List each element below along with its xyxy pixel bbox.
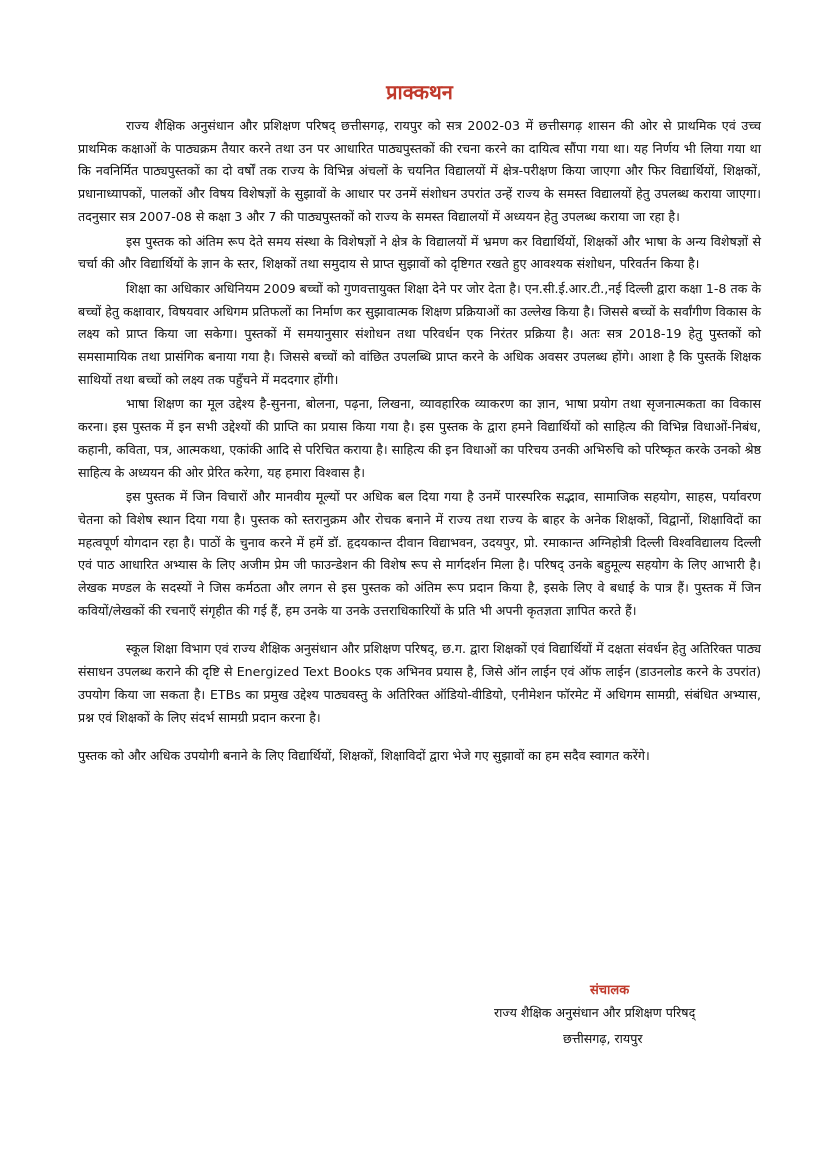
- paragraph-3: शिक्षा का अधिकार अधिनियम 2009 बच्चों को गुणवत्तायुक्त शिक्षा देने पर जोर देता है। एन.सी.ई.आर.टी.,नई दिल्ली द्वारा कक्षा 1-8 तक के बच्चों हेतु कक्षावार, विषयवार अधिगम प्रतिफलों का निर्माण कर सुझावात्मक शिक्षण प्रक्रियाओं का उल्लेख किया है। जिससे बच्चों के सर्वांगीण विकास के लक्ष्य को प्राप्त किया जा सकेगा। पुस्तकों में समयानुसार संशोधन तथा परिवर्धन एक निरंतर प्रक्रिया है। अतः सत्र 2018-19 हेतु पुस्तकों को समसामायिक तथा प्रासंगिक बनाया गया है। जिससे बच्चों को वांछित उपलब्धि प्राप्त करने के अधिक अवसर उपलब्ध होंगे। आशा है कि पुस्तकें शिक्षक साथियों तथा बच्चों को लक्ष्य तक पहुँचने में मददगार होंगी।: [78, 280, 761, 387]
- paragraph-2: इस पुस्तक को अंतिम रूप देते समय संस्था के विशेषज्ञों ने क्षेत्र के विद्यालयों में भ्रमण कर विद्यार्थियों, शिक्षकों और भाषा के अन्य विशेषज्ञों से चर्चा की और विद्यार्थियों के ज्ञान के स्तर, शिक्षकों तथा समुदाय से प्राप्त सुझावों को दृष्टिगत रखते हुए आवश्यक संशोधन, परिवर्तन किया है।: [78, 233, 761, 272]
- signature-location: छत्तीसगढ़, रायपुर: [563, 1031, 643, 1046]
- paragraph-6: स्कूल शिक्षा विभाग एवं राज्य शैक्षिक अनुसंधान और प्रशिक्षण परिषद्, छ.ग. द्वारा शिक्षकों एवं विद्यार्थियों में दक्षता संवर्धन हेतु अतिरिक्त पाठ्य संसाधन उपलब्ध कराने की दृष्टि से Energized Text Books एक अभिनव प्रयास है, जिसे ऑन लाईन एवं ऑफ लाईन (डाउनलोड करने के उपरांत) उपयोग किया जा सकता है। ETBs का प्रमुख उद्देश्य पाठ्यवस्तु के अतिरिक्त ऑडियो-वीडियो, एनीमेशन फॉरमेट में अधिगम सामग्री, संबंधित अभ्यास, प्रश्न एवं शिक्षकों के लिए संदर्भ सामग्री प्रदान करना है।: [78, 641, 761, 725]
- paragraph-4: भाषा शिक्षण का मूल उद्देश्य है-सुनना, बोलना, पढ़ना, लिखना, व्यावहारिक व्याकरण का ज्ञान, भाषा प्रयोग तथा सृजनात्मकता का विकास करना। इस पुस्तक में इन सभी उद्देश्यों की प्राप्ति का प्रयास किया गया है। इस पुस्तक के द्वारा हमने विद्यार्थियों को साहित्य की विभिन्न विधाओं-निबंध, कहानी, कविता, पत्र, आत्मकथा, एकांकी आदि से परिचित कराया है। साहित्य की इन विधाओं का परिचय उनकी अभिरुचि को परिष्कृत करके उनको श्रेष्ठ साहित्य के अध्ययन की ओर प्रेरित करेगा, यह हमारा विश्वास है।: [78, 396, 761, 480]
- signature-title: संचालक: [590, 983, 630, 998]
- paragraph-7: पुस्तक को और अधिक उपयोगी बनाने के लिए विद्यार्थियों, शिक्षकों, शिक्षाविदों द्वारा भेजे गए सुझावों का हम सदैव स्वागत करेंगे।: [78, 748, 650, 764]
- page-title: प्राक्कथन: [386, 80, 453, 104]
- signature-organization: राज्य शैक्षिक अनुसंधान और प्रशिक्षण परिषद्: [494, 1005, 696, 1020]
- paragraph-5: इस पुस्तक में जिन विचारों और मानवीय मूल्यों पर अधिक बल दिया गया है उनमें पारस्परिक सद्भाव, सामाजिक सहयोग, साहस, पर्यावरण चेतना को विशेष स्थान दिया गया है। पुस्तक को स्तरानुक्रम और रोचक बनाने में राज्य तथा राज्य के बाहर के अनेक शिक्षकों, विद्वानों, शिक्षाविदों का महत्वपूर्ण योगदान रहा है। पाठों के चुनाव करने में हमें डॉ. हृदयकान्त दीवान विद्याभवन, उदयपुर, प्रो. रमाकान्त अग्निहोत्री दिल्ली विश्वविद्यालय दिल्ली एवं पाठ आधारित अभ्यास के लिए अजीम प्रेम जी फाउन्डेशन की विशेष रूप से मार्गदर्शन मिला है। परिषद् उनके बहुमूल्य सहयोग के लिए आभारी है। लेखक मण्डल के सदस्यों ने जिस कर्मठता और लगन से इस पुस्तक को अंतिम रूप प्रदान किया है, इसके लिए वे बधाई के पात्र हैं। पुस्तक में जिन कवियों/लेखकों की रचनाएँ संगृहीत की गई हैं, हम उनके या उनके उत्तराधिकारियों के प्रति भी अपनी कृतज्ञता ज्ञापित करते हैं।: [78, 489, 761, 618]
- paragraph-1: राज्य शैक्षिक अनुसंधान और प्रशिक्षण परिषद् छत्तीसगढ़, रायपुर को सत्र 2002-03 में छत्तीसगढ़ शासन की ओर से प्राथमिक एवं उच्च प्राथमिक कक्षाओं के पाठ्यक्रम तैयार करने तथा उन पर आधारित पाठ्यपुस्तकों की रचना करने का दायित्व सौंपा गया था। यह निर्णय भी लिया गया था कि नवनिर्मित पाठ्यपुस्तकों का दो वर्षों तक राज्य के विभिन्न अंचलों के चयनित विद्यालयों में क्षेत्र-परीक्षण किया जाएगा और फिर विद्यार्थियों, शिक्षकों, प्रधानाध्यापकों, पालकों और विषय विशेषज्ञों के सुझावों के आधार पर उनमें संशोधन उपरांत उन्हें राज्य के समस्त विद्यालयों हेतु उपलब्ध कराया जाएगा। तदनुसार सत्र 2007-08 से कक्षा 3 और 7 की पाठ्यपुस्तकों को राज्य के समस्त विद्यालयों में अध्ययन हेतु उपलब्ध कराया जा रहा है।: [78, 118, 761, 224]
- section-gap: [78, 624, 761, 638]
- section-gap: [78, 731, 761, 745]
